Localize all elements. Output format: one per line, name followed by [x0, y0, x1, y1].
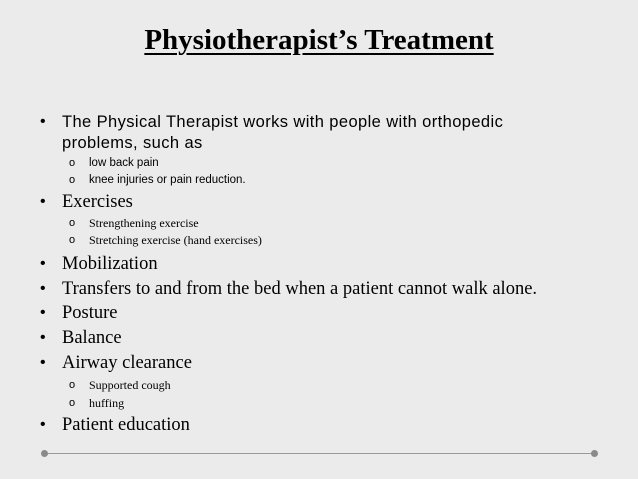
footer-divider [44, 453, 594, 454]
list-item-text: Mobilization [62, 254, 158, 274]
sub-list-item-text: huffing [89, 396, 125, 410]
sub-list-item-text: Supported cough [89, 378, 171, 392]
list-item-text: Balance [62, 328, 122, 348]
divider-end-dot-left [41, 450, 48, 457]
list-item-text: Airway clearance [62, 353, 192, 373]
bullet-marker: • [40, 329, 46, 346]
sub-bullet-marker: o [69, 157, 76, 169]
bullet-marker: • [40, 416, 46, 433]
bullet-marker: • [40, 280, 46, 297]
list-item-text: The Physical Therapist works with people with orthopedic [62, 113, 504, 131]
list-item-text: problems, such as [62, 134, 203, 152]
slide-title: Physiotherapist’s Treatment [144, 24, 494, 56]
sub-list-item-text: low back pain [89, 157, 159, 169]
list-item-text: Posture [62, 303, 118, 323]
sub-bullet-marker: o [69, 217, 76, 229]
sub-list-item-text: knee injuries or pain reduction. [89, 174, 246, 186]
bullet-marker: • [40, 193, 46, 210]
bullet-marker: • [40, 113, 46, 130]
divider-end-dot-right [591, 450, 598, 457]
list-item-text: Transfers to and from the bed when a patient cannot walk alone. [62, 279, 538, 299]
sub-bullet-marker: o [69, 397, 76, 409]
sub-bullet-marker: o [69, 234, 76, 246]
sub-list-item-text: Strengthening exercise [89, 216, 199, 230]
bullet-marker: • [40, 255, 46, 272]
sub-list-item-text: Stretching exercise (hand exercises) [89, 233, 262, 247]
list-item-text: Exercises [62, 192, 133, 212]
bullet-marker: • [40, 354, 46, 371]
list-item-text: Patient education [62, 415, 190, 435]
bullet-marker: • [40, 304, 46, 321]
sub-bullet-marker: o [69, 379, 76, 391]
sub-bullet-marker: o [69, 174, 76, 186]
